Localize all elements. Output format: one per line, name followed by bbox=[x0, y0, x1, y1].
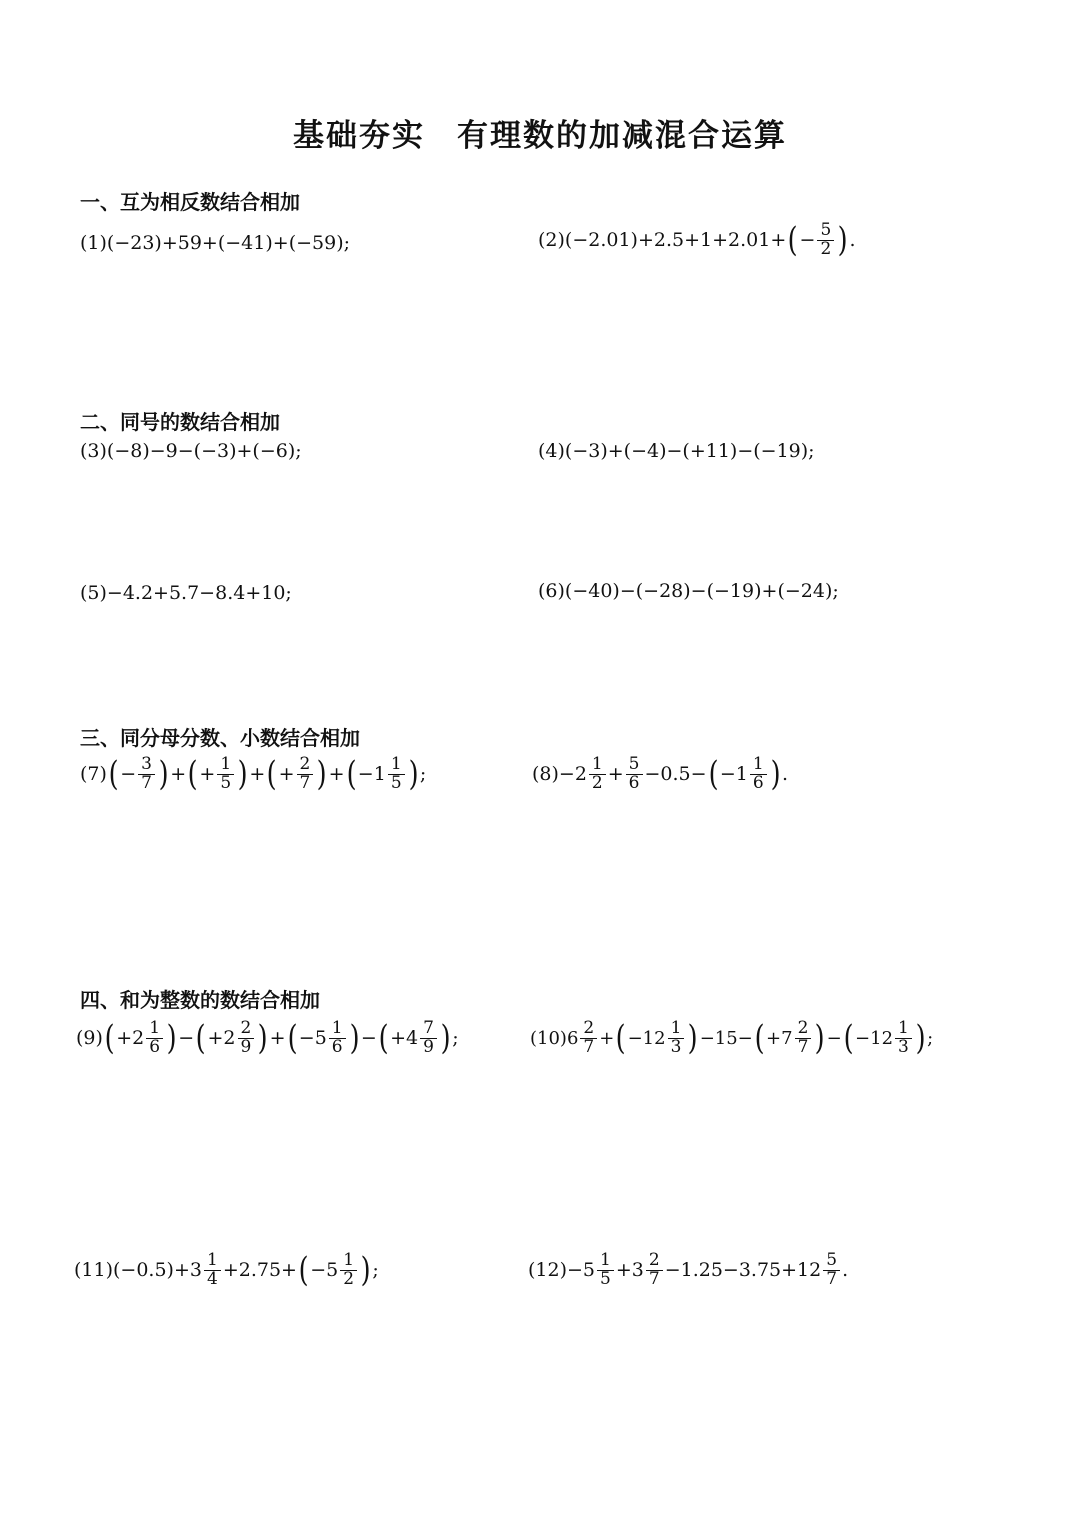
problem-11: (11)(−0.5)+3 $\frac{1}{4}$ +2.75+ ( −5 $\frac{1}{2}$ ) ; bbox=[74, 1250, 379, 1291]
problem-1: (1)(−23)+59+(−41)+(−59); bbox=[80, 232, 351, 254]
problem-6: (6)(−40)−(−28)−(−19)+(−24); bbox=[538, 580, 839, 602]
section-heading-4: 四、和为整数的数结合相加 bbox=[80, 988, 320, 1012]
problem-2: (2)(−2.01)+2.5+1+2.01+ ( − $\frac{5}{2}$ ) . bbox=[538, 220, 856, 261]
problem-8: (8)−2 $\frac{1}{2}$ + $\frac{5}{6}$ −0.5− ( −1 $\frac{1}{6}$ ) . bbox=[532, 754, 788, 795]
problem-7: (7) ( − $\frac{3}{7}$ ) + ( + $\frac{1}{5}$ ) + ( + $\frac{2}{7}$ ) + ( −1 $\frac{1}{5}$ ) ; bbox=[80, 754, 427, 795]
section-heading-2: 二、同号的数结合相加 bbox=[80, 410, 280, 434]
section-heading-3: 三、同分母分数、小数结合相加 bbox=[80, 726, 360, 750]
section-heading-1: 一、互为相反数结合相加 bbox=[80, 190, 300, 214]
problem-5: (5)−4.2+5.7−8.4+10; bbox=[80, 582, 292, 604]
page-title: 基础夯实 有理数的加减混合运算 bbox=[293, 118, 787, 154]
problem-12: (12)−5 $\frac{1}{5}$ +3 $\frac{2}{7}$ −1.25−3.75+12 $\frac{5}{7}$ . bbox=[528, 1250, 849, 1289]
problem-3: (3)(−8)−9−(−3)+(−6); bbox=[80, 440, 302, 462]
problem-9: (9) ( +2 $\frac{1}{6}$ ) − ( +2 $\frac{2}{9}$ ) + ( −5 $\frac{1}{6}$ ) − ( +4 $\frac{7}{9}$ ) ; bbox=[76, 1018, 459, 1059]
problem-10: (10)6 $\frac{2}{7}$ + ( −12 $\frac{1}{3}$ ) −15− ( +7 $\frac{2}{7}$ ) − ( −12 $\frac{1}{3}$ ) ; bbox=[530, 1018, 934, 1059]
problem-4: (4)(−3)+(−4)−(+11)−(−19); bbox=[538, 440, 815, 462]
